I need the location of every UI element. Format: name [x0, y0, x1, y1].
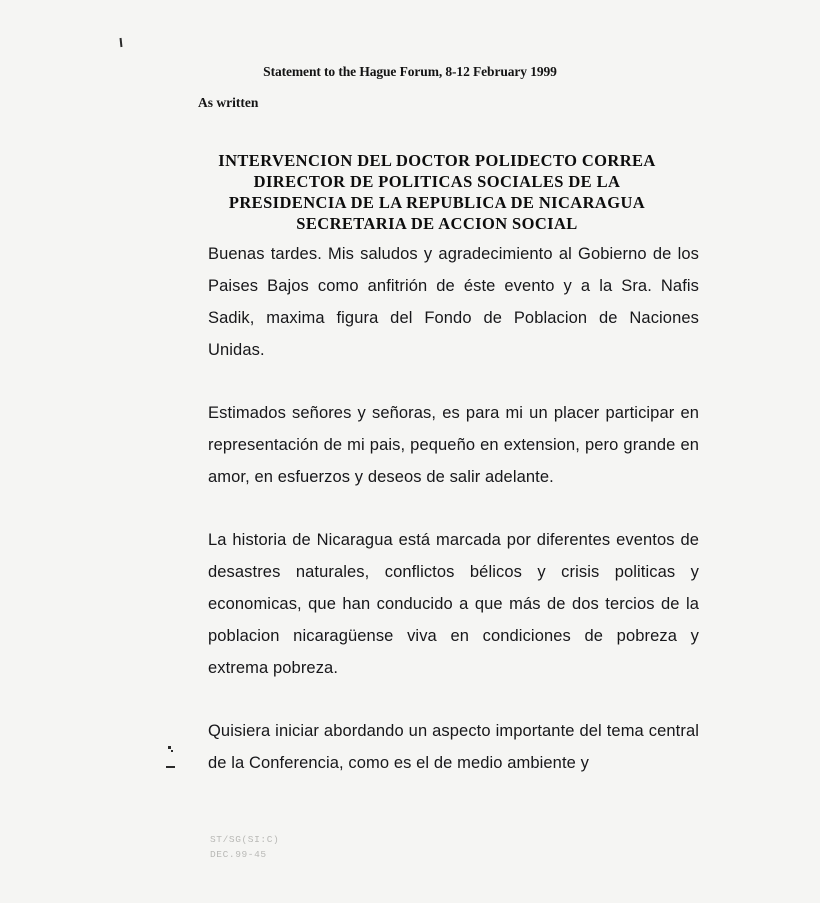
as-written-note: As written [198, 95, 259, 110]
body-paragraph: Estimados señores y señoras, es para mi un placer participar en representación de mi pais, pequeño en extension, pero grande en amor, en esfuerzos y deseos de salir adelante. [208, 404, 699, 486]
title-line: INTERVENCION DEL DOCTOR POLIDECTO CORREA [218, 151, 656, 170]
title-line: PRESIDENCIA DE LA REPUBLICA DE NICARAGUA [228, 193, 646, 212]
footer-stamp-line: DEC.99-45 [210, 849, 267, 860]
body-paragraph: Buenas tardes. Mis saludos y agradecimiento al Gobierno de los Paises Bajos como anfitrión de éste evento y a la Sra. Nafis Sadik, maxima figura del Fondo de Poblacion de Naciones Unidas. [208, 245, 699, 359]
scan-artifact-dash [166, 766, 175, 768]
footer-document-stamp [210, 832, 279, 862]
title-line: DIRECTOR DE POLITICAS SOCIALES DE LA [253, 172, 621, 191]
body-paragraph: La historia de Nicaragua está marcada por diferentes eventos de desastres naturales, conflictos bélicos y crisis politicas y economicas, que han conducido a que más de dos tercios de la poblacion nicaragüense viva en condiciones de pobreza y extrema pobreza. [208, 531, 699, 677]
scan-artifact-mark [120, 38, 123, 47]
body-paragraph: Quisiera iniciar abordando un aspecto importante del tema central de la Conferencia, como es el de medio ambiente y [208, 722, 699, 772]
footer-stamp-line: ST/SG(SI:C) [210, 834, 280, 845]
title-line: SECRETARIA DE ACCION SOCIAL [296, 214, 578, 233]
scan-artifact-dot [168, 746, 171, 749]
scan-artifact-dot [171, 750, 173, 752]
running-header: Statement to the Hague Forum, 8-12 February 1999 [263, 64, 557, 79]
document-title-block [110, 150, 764, 234]
document-body [208, 238, 699, 779]
